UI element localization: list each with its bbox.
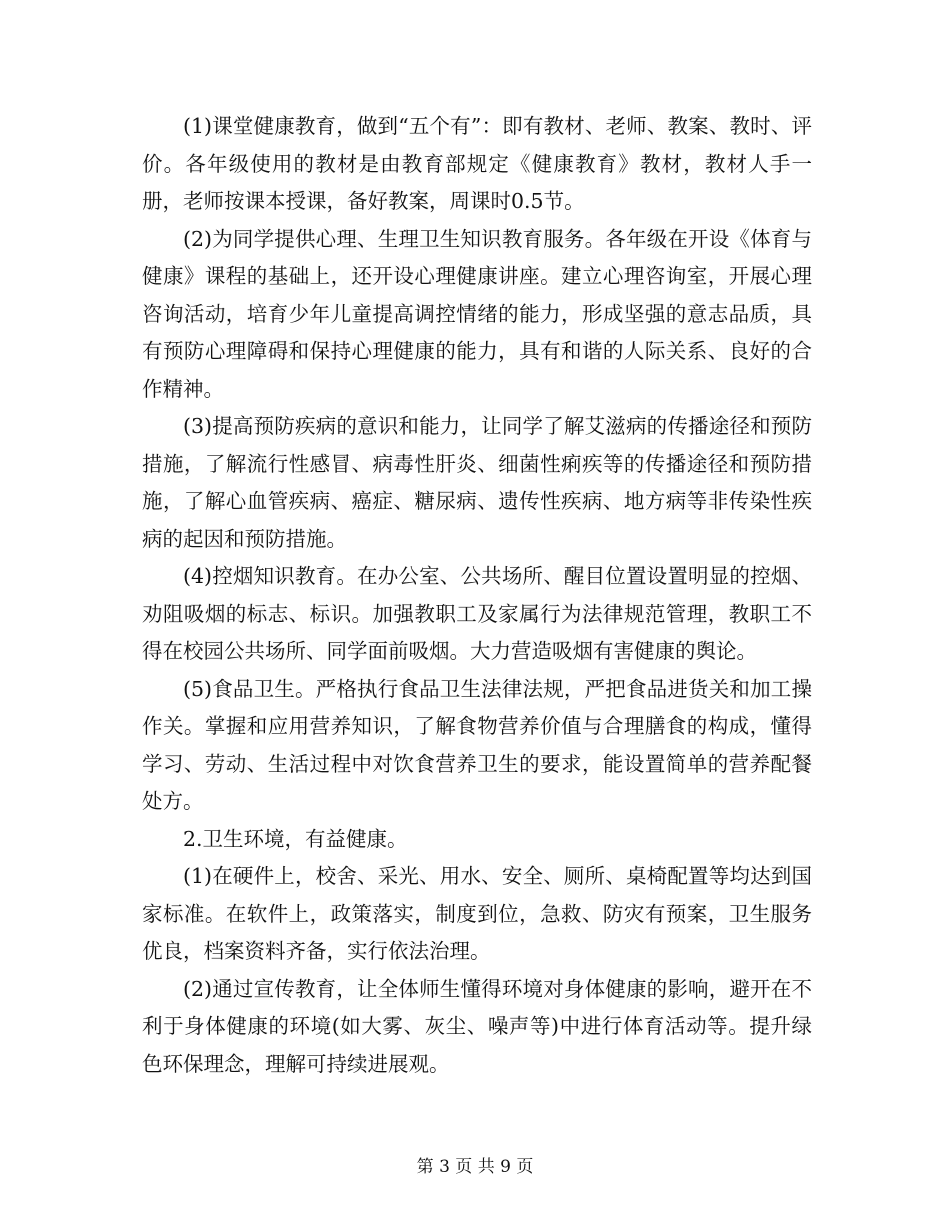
paragraph-classroom-education: (1)课堂健康教育，做到“五个有”：即有教材、老师、教案、教时、评价。各年级使用的教材是由教育部规定《健康教育》教材，教材人手一册，老师按课本授课，备好教案，周课时0.5节。	[142, 114, 812, 213]
document-body	[142, 108, 812, 1083]
section-heading-environment: 2.卫生环境，有益健康。	[183, 826, 408, 851]
paragraph-smoking-control: (4)控烟知识教育。在办公室、公共场所、醒目位置设置明显的控烟、劝阻吸烟的标志、标识。加强教职工及家属行为法律规范管理，教职工不得在校园公共场所、同学面前吸烟。大力营造吸烟有害健康的舆论。	[142, 564, 812, 663]
paragraph-food-hygiene: (5)食品卫生。严格执行食品卫生法律法规，严把食品进货关和加工操作关。掌握和应用营养知识，了解食物营养价值与合理膳食的构成，懂得学习、劳动、生活过程中对饮食营养卫生的要求，能设置简单的营养配餐处方。	[142, 676, 812, 813]
paragraph-environment-awareness: (2)通过宣传教育，让全体师生懂得环境对身体健康的影响，避开在不利于身体健康的环境(如大雾、灰尘、噪声等)中进行体育活动等。提升绿色环保理念，理解可持续进展观。	[142, 976, 812, 1076]
paragraph-disease-prevention: (3)提高预防疾病的意识和能力，让同学了解艾滋病的传播途径和预防措施，了解流行性感冒、病毒性肝炎、细菌性痢疾等的传播途径和预防措施，了解心血管疾病、癌症、糖尿病、遗传性疾病、地方病等非传染性疾病的起因和预防措施。	[142, 414, 812, 551]
paragraph-psychology-services: (2)为同学提供心理、生理卫生知识教育服务。各年级在开设《体育与健康》课程的基础上，还开设心理健康讲座。建立心理咨询室，开展心理咨询活动，培育少年儿童提高调控情绪的能力，形成坚强的意志品质，具有预防心理障碍和保持心理健康的能力，具有和谐的人际关系、良好的合作精神。	[142, 226, 812, 401]
paragraph-hardware-software: (1)在硬件上，校舍、采光、用水、安全、厕所、桌椅配置等均达到国家标准。在软件上，政策落实，制度到位，急救、防灾有预案，卫生服务优良，档案资料齐备，实行依法治理。	[142, 864, 812, 963]
page-number-footer: 第 3 页 共 9 页	[416, 1157, 534, 1177]
